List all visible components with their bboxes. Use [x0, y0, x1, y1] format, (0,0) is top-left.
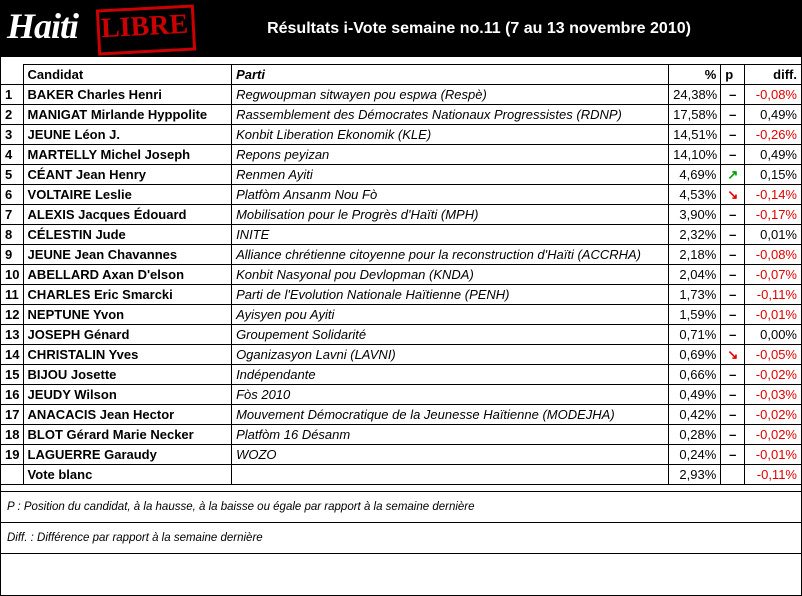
column-header-party: Parti: [232, 65, 669, 85]
row-candidate: ANACACIS Jean Hector: [23, 405, 232, 425]
row-party: Alliance chrétienne citoyenne pour la reconstruction d'Haïti (ACCRHA): [232, 245, 669, 265]
row-diff: -0,02%: [745, 405, 801, 425]
dash-icon: –: [721, 145, 745, 165]
row-diff: -0,02%: [745, 365, 801, 385]
dash-icon: –: [721, 305, 745, 325]
site-header: [1, 1, 801, 57]
dash-icon: –: [721, 125, 745, 145]
row-diff: -0,11%: [745, 285, 801, 305]
footnote-row: [1, 492, 801, 523]
row-percent: 0,24%: [669, 445, 721, 465]
row-rank: 5: [1, 165, 23, 185]
table-row: [1, 305, 801, 325]
dash-icon: –: [721, 325, 745, 345]
row-candidate: JOSEPH Génard: [23, 325, 232, 345]
row-party: Konbit Liberation Ekonomik (KLE): [232, 125, 669, 145]
row-diff: 0,15%: [745, 165, 801, 185]
row-position: [721, 465, 745, 485]
row-diff: -0,05%: [745, 345, 801, 365]
row-candidate: VOLTAIRE Leslie: [23, 185, 232, 205]
table-row: [1, 445, 801, 465]
row-percent: 1,59%: [669, 305, 721, 325]
page-title: Résultats i-Vote semaine no.11 (7 au 13 novembre 2010): [267, 20, 691, 37]
column-header-candidate: Candidat: [23, 65, 232, 85]
row-party: Mobilisation pour le Progrès d'Haïti (MPH): [232, 205, 669, 225]
row-rank: [1, 465, 23, 485]
row-percent: 4,53%: [669, 185, 721, 205]
row-percent: 14,51%: [669, 125, 721, 145]
row-percent: 4,69%: [669, 165, 721, 185]
column-header-position: p: [721, 65, 745, 85]
row-rank: 10: [1, 265, 23, 285]
row-party: Rassemblement des Démocrates Nationaux Progressistes (RDNP): [232, 105, 669, 125]
row-percent: 2,93%: [669, 465, 721, 485]
logo-libre-text: LIBRE: [100, 8, 189, 45]
row-party: Platfòm Ansanm Nou Fò: [232, 185, 669, 205]
row-percent: 1,73%: [669, 285, 721, 305]
table-row: [1, 405, 801, 425]
row-diff: -0,01%: [745, 305, 801, 325]
dash-icon: –: [721, 225, 745, 245]
table-row: [1, 285, 801, 305]
dash-icon: –: [721, 245, 745, 265]
row-diff: -0,08%: [745, 85, 801, 105]
dash-icon: –: [721, 365, 745, 385]
row-party: Indépendante: [232, 365, 669, 385]
row-rank: 2: [1, 105, 23, 125]
table-row: [1, 85, 801, 105]
table-header-row: [1, 65, 801, 85]
row-rank: 13: [1, 325, 23, 345]
dash-icon: –: [721, 205, 745, 225]
row-rank: 3: [1, 125, 23, 145]
table-row: [1, 465, 801, 485]
table-row: [1, 265, 801, 285]
row-party: Platfòm 16 Désanm: [232, 425, 669, 445]
table-row: [1, 245, 801, 265]
row-percent: 2,32%: [669, 225, 721, 245]
row-party: Repons peyizan: [232, 145, 669, 165]
row-candidate: JEUNE Léon J.: [23, 125, 232, 145]
dash-icon: –: [721, 425, 745, 445]
table-row: [1, 165, 801, 185]
arrow-down-icon: ↘: [721, 185, 745, 205]
row-party: Renmen Ayiti: [232, 165, 669, 185]
row-percent: 0,49%: [669, 385, 721, 405]
row-candidate: MARTELLY Michel Joseph: [23, 145, 232, 165]
row-party: Parti de l'Evolution Nationale Haïtienne (PENH): [232, 285, 669, 305]
table-row: [1, 185, 801, 205]
dash-icon: –: [721, 105, 745, 125]
row-party: Regwoupman sitwayen pou espwa (Respè): [232, 85, 669, 105]
site-logo[interactable]: [1, 1, 197, 57]
row-diff: 0,00%: [745, 325, 801, 345]
row-rank: 12: [1, 305, 23, 325]
row-rank: 19: [1, 445, 23, 465]
table-row: [1, 125, 801, 145]
row-party: Oganizasyon Lavni (LAVNI): [232, 345, 669, 365]
row-candidate: NEPTUNE Yvon: [23, 305, 232, 325]
footnotes-table: [1, 491, 801, 554]
row-candidate: ALEXIS Jacques Édouard: [23, 205, 232, 225]
row-candidate: MANIGAT Mirlande Hyppolite: [23, 105, 232, 125]
footnote-diff: Diff. : Différence par rapport à la semaine dernière: [1, 523, 801, 554]
column-header-diff: diff.: [745, 65, 801, 85]
row-diff: -0,14%: [745, 185, 801, 205]
row-candidate: CÉLESTIN Jude: [23, 225, 232, 245]
row-candidate: CÉANT Jean Henry: [23, 165, 232, 185]
row-rank: 16: [1, 385, 23, 405]
dash-icon: –: [721, 445, 745, 465]
row-diff: 0,01%: [745, 225, 801, 245]
arrow-down-icon: ↘: [721, 345, 745, 365]
row-diff: -0,03%: [745, 385, 801, 405]
results-table-header: [1, 65, 801, 85]
dash-icon: –: [721, 85, 745, 105]
table-row: [1, 105, 801, 125]
row-candidate: LAGUERRE Garaudy: [23, 445, 232, 465]
row-candidate: Vote blanc: [23, 465, 232, 485]
row-party: WOZO: [232, 445, 669, 465]
row-candidate: BAKER Charles Henri: [23, 85, 232, 105]
row-diff: -0,17%: [745, 205, 801, 225]
column-header-percent: %: [669, 65, 721, 85]
row-percent: 0,28%: [669, 425, 721, 445]
row-rank: 9: [1, 245, 23, 265]
table-row: [1, 425, 801, 445]
results-table-body: [1, 85, 801, 485]
row-candidate: BLOT Gérard Marie Necker: [23, 425, 232, 445]
row-candidate: CHRISTALIN Yves: [23, 345, 232, 365]
table-row: [1, 225, 801, 245]
table-row: [1, 345, 801, 365]
row-percent: 0,42%: [669, 405, 721, 425]
row-party: Mouvement Démocratique de la Jeunesse Haïtienne (MODEJHA): [232, 405, 669, 425]
table-row: [1, 385, 801, 405]
arrow-up-icon: ↗: [721, 165, 745, 185]
row-rank: 11: [1, 285, 23, 305]
table-row: [1, 145, 801, 165]
row-rank: 17: [1, 405, 23, 425]
dash-icon: –: [721, 265, 745, 285]
table-row: [1, 205, 801, 225]
row-party: [232, 465, 669, 485]
footnote-position: P : Position du candidat, à la hausse, à la baisse ou égale par rapport à la semaine dernière: [1, 492, 801, 523]
row-rank: 4: [1, 145, 23, 165]
row-percent: 2,04%: [669, 265, 721, 285]
row-diff: -0,08%: [745, 245, 801, 265]
row-diff: -0,11%: [745, 465, 801, 485]
table-row: [1, 365, 801, 385]
row-party: Fòs 2010: [232, 385, 669, 405]
row-party: INITE: [232, 225, 669, 245]
results-table: [1, 64, 801, 485]
dash-icon: –: [721, 285, 745, 305]
row-percent: 24,38%: [669, 85, 721, 105]
row-percent: 14,10%: [669, 145, 721, 165]
column-header-rank: [1, 65, 23, 85]
row-percent: 17,58%: [669, 105, 721, 125]
row-diff: -0,01%: [745, 445, 801, 465]
row-rank: 15: [1, 365, 23, 385]
row-party: Konbit Nasyonal pou Devlopman (KNDA): [232, 265, 669, 285]
row-percent: 3,90%: [669, 205, 721, 225]
row-candidate: BIJOU Josette: [23, 365, 232, 385]
row-candidate: JEUNE Jean Chavannes: [23, 245, 232, 265]
footnote-row: [1, 523, 801, 554]
logo-haiti-text: Haiti: [7, 6, 79, 46]
table-row: [1, 325, 801, 345]
row-candidate: CHARLES Eric Smarcki: [23, 285, 232, 305]
row-percent: 2,18%: [669, 245, 721, 265]
row-rank: 18: [1, 425, 23, 445]
row-candidate: JEUDY Wilson: [23, 385, 232, 405]
row-diff: -0,07%: [745, 265, 801, 285]
row-rank: 7: [1, 205, 23, 225]
row-rank: 14: [1, 345, 23, 365]
row-percent: 0,69%: [669, 345, 721, 365]
row-diff: 0,49%: [745, 105, 801, 125]
row-rank: 8: [1, 225, 23, 245]
row-diff: -0,02%: [745, 425, 801, 445]
dash-icon: –: [721, 405, 745, 425]
row-percent: 0,71%: [669, 325, 721, 345]
row-candidate: ABELLARD Axan D'elson: [23, 265, 232, 285]
dash-icon: –: [721, 385, 745, 405]
row-party: Ayisyen pou Ayiti: [232, 305, 669, 325]
row-diff: 0,49%: [745, 145, 801, 165]
row-party: Groupement Solidarité: [232, 325, 669, 345]
row-diff: -0,26%: [745, 125, 801, 145]
row-rank: 1: [1, 85, 23, 105]
row-percent: 0,66%: [669, 365, 721, 385]
row-rank: 6: [1, 185, 23, 205]
